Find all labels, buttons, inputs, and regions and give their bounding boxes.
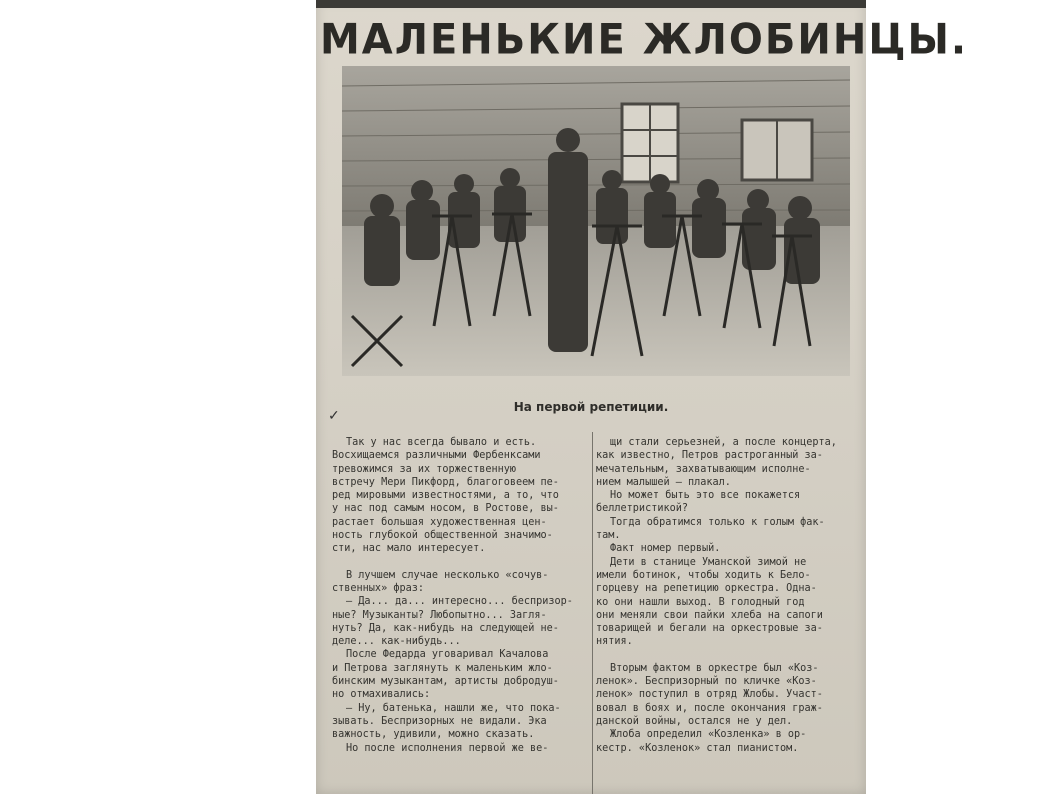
article-column-right — [596, 436, 862, 755]
paragraph: щи стали серьезней, а после концерта, как известно, Петров растроганный за- мечательным, захватывающим исполне- нием малышей — плакал. — [596, 437, 837, 488]
orchestra-photo — [342, 66, 850, 376]
paragraph: Но может быть это все покажется беллетристикой? — [596, 490, 801, 515]
top-rule — [316, 0, 866, 8]
paragraph: Дети в станице Уманской зимой не имели ботинок, чтобы ходить к Бело- горцеву на репетицию оркестра. Одна- ко они нашли выход. В голодный год они меняли свои пайки хлеба на сапоги товарищей и бегали на оркестровые за- нятия. — [596, 556, 823, 648]
paragraph: — Да... да... интересно... беспризор- ные? Музыканты? Любопытно... Загля- нуть? Да, как-нибудь на следующей не- деле... как-нибудь... — [332, 596, 573, 648]
newspaper-clipping — [316, 0, 969, 794]
headline: МАЛЕНЬКИЕ ЖЛОБИНЦЫ. — [320, 15, 969, 65]
margin-mark: ✓ — [328, 408, 340, 424]
photo-caption: На первой репетиции. — [513, 400, 669, 414]
column-divider — [592, 432, 593, 794]
paragraph: Факт номер первый. — [610, 543, 721, 555]
article-column-left — [332, 436, 588, 755]
paragraph: Но после исполнения первой же ве- — [346, 742, 549, 754]
paragraph: — Ну, батенька, нашли же, что пока- зывать. Беспризорных не видали. Эка важность, удивили, можно сказать. — [332, 702, 561, 741]
paragraph: Так у нас всегда бывало и есть. Восхищаемся различными Фербенксами тревожимся за их торжественную встречу Мери Пикфорд, благоговеем пе- ред мировыми известностями, а то, что у нас под самым носом, в Ростове, вы- растает большая художественная цен- ность глубокой общественной значимо- сти, нас мало интересует. — [332, 437, 559, 555]
paragraph: Тогда обратимся только к голым фак- там. — [596, 516, 825, 542]
paragraph: Жлоба определил «Козленка» в ор- кестр. «Козленок» стал пианистом. — [596, 729, 807, 754]
paragraph: Вторым фактом в оркестре был «Коз- ленок». Беспризорный по кличке «Коз- ленок» поступил в отряд Жлобы. Участ- вовал в боях и, после окончания граж- данской войны, остался не у дел. — [596, 662, 823, 727]
paragraph: В лучшем случае несколько «сочув- ственных» фраз: — [332, 569, 549, 594]
paragraph: После Федарда уговаривал Качалова и Петрова заглянуть к маленьким жло- бинским музыкантам, артисты добродуш- но отмахивались: — [332, 649, 559, 701]
